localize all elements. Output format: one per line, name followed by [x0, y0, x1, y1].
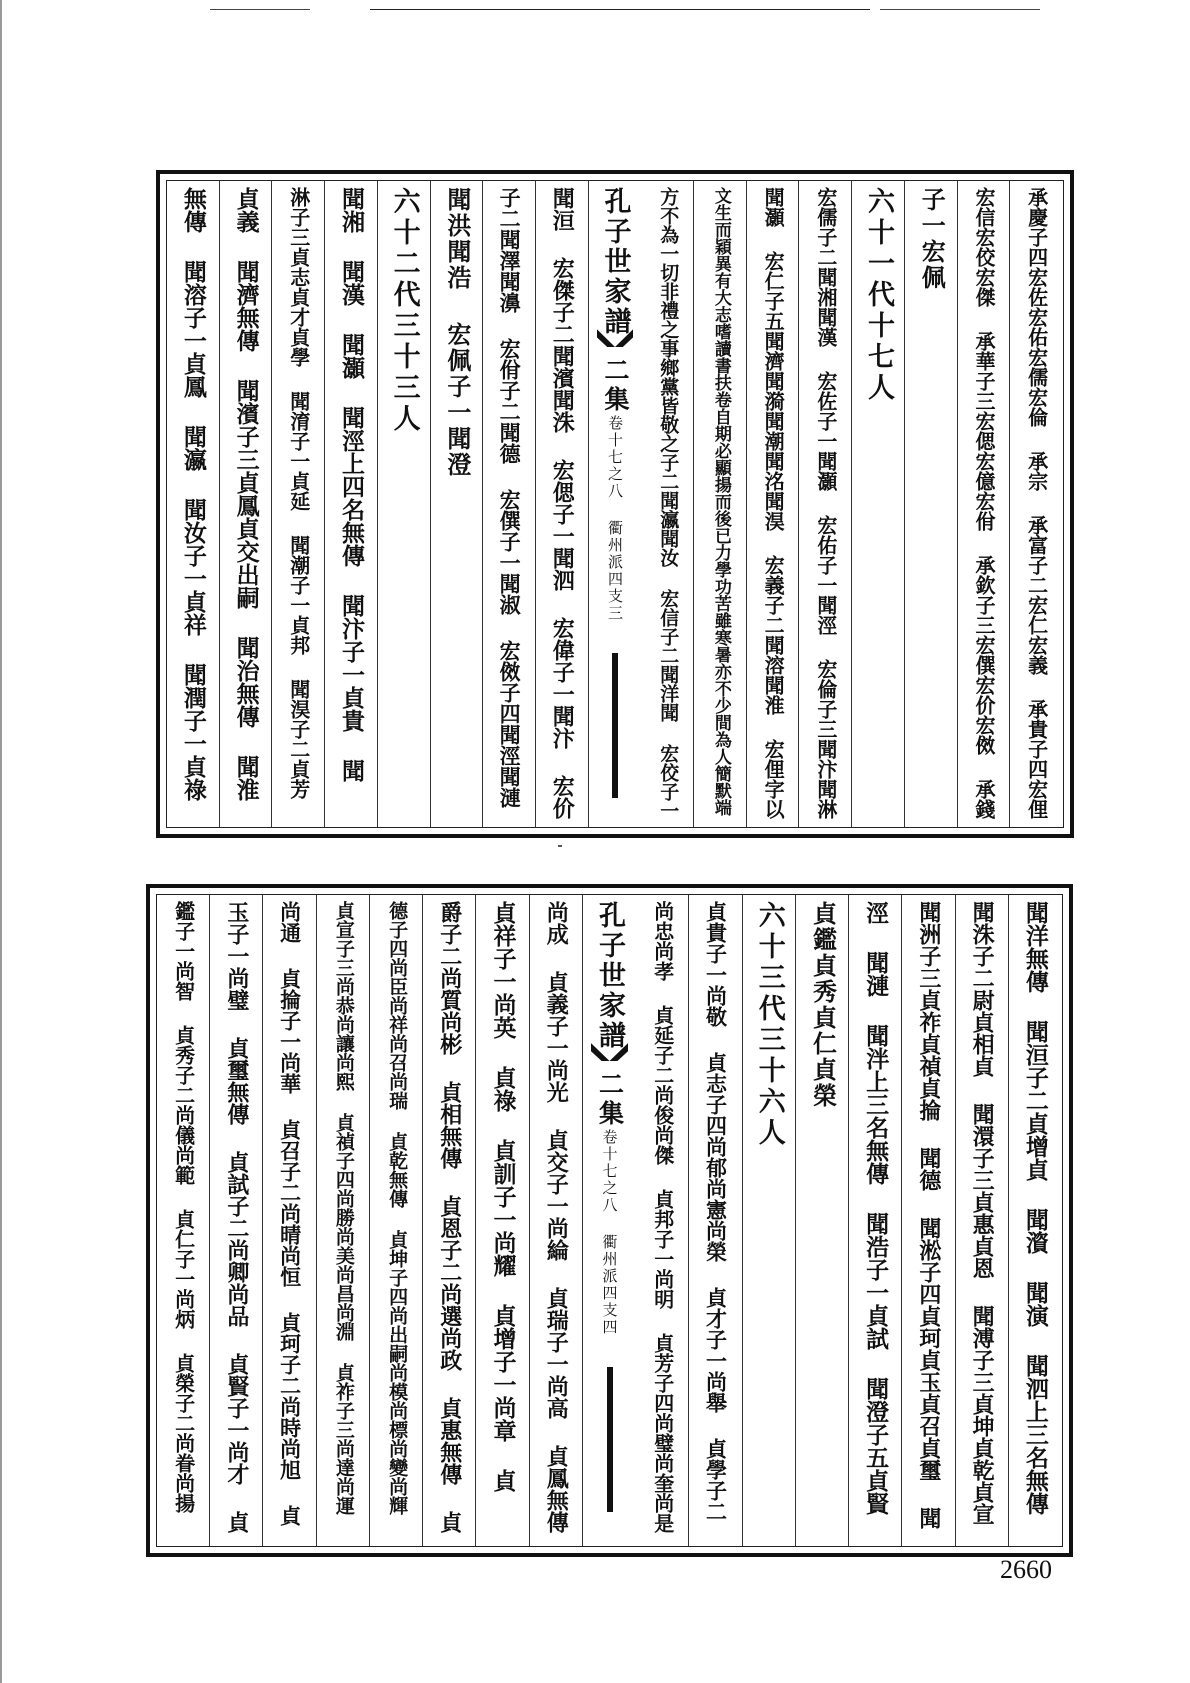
column-text: 聞灝 宏仁子五聞濟聞漪聞潮聞洺聞淏 宏義子二聞溶聞淮 宏俚字以: [761, 187, 786, 819]
column-text: 鑑子一尚智 貞秀子二尚儀尚範 貞仁子一尚炳 貞榮子二尚眷尚揚: [171, 901, 196, 1513]
text-column: [1008, 895, 1062, 1546]
column-text: 德子四尚臣尚祥尚召尚瑞 貞乾無傳 貞坤子四尚出嗣尚模尚標尚變尚輝: [386, 901, 409, 1515]
column-text: 文生而穎異有大志嗜讀書扶卷自期必顯揚而後已力學功苦雖寒暑亦不少間為人簡默端: [710, 187, 731, 816]
text-column: [693, 181, 747, 827]
column-text: 六十二代三十三人: [388, 187, 420, 435]
text-column: [430, 181, 484, 827]
column-text: 尚忠尚孝 貞延子二尚俊尚傑 貞邦子一尚明 貞芳子四尚璧尚奎尚是: [650, 901, 675, 1533]
text-column: [851, 181, 905, 827]
upper-column-grid: [166, 180, 1064, 828]
text-column: [746, 181, 800, 827]
column-text: 聞湘 聞漢 聞灝 聞涇上四名無傳 聞汴子一貞貴 聞: [337, 187, 365, 782]
text-column: [316, 895, 370, 1546]
text-column: [324, 181, 378, 827]
lower-column-grid: [156, 894, 1063, 1547]
book-title: 孔子世家譜: [599, 187, 631, 337]
column-text: 貞義 聞濟無傳 聞濱子三貞鳳貞交出嗣 聞治無傳 聞淮: [232, 187, 260, 801]
column-text: 淋子三貞志貞才貞學 聞淯子一貞延 聞潮子一貞邦 聞淏子二貞芳: [286, 187, 311, 799]
column-text: 貞宣子三尚恭尚讓尚熙 貞禎子四尚勝尚美尚昌尚淵 貞祚子三尚達尚運: [332, 901, 355, 1515]
column-text: 聞洙子二尉貞相貞 聞澴子三貞惠貞恩 聞溥子三貞坤貞乾貞宣: [969, 901, 996, 1525]
genealogy-page-lower: [146, 884, 1073, 1557]
column-text: 爵子二尚質尚彬 貞相無傳 貞恩子二尚選尚政 貞惠無傳 貞: [436, 901, 463, 1533]
text-column: [901, 895, 955, 1546]
section-label: 卷十七之八 衢州派四支: [600, 1129, 619, 1319]
volume-label: 二集: [601, 357, 630, 415]
section-label: 卷十七之八 衢州派四支: [606, 415, 624, 605]
column-text: 六十一代十七人: [863, 187, 895, 404]
text-column: [157, 895, 210, 1546]
column-text: 聞洹 宏傑子二聞濱聞洙 宏偲子一聞泗 宏偉子一聞汴 宏价: [549, 187, 576, 819]
center-rule: [607, 1367, 613, 1512]
scan-left-edge: [0, 0, 2, 1683]
text-column: [271, 181, 325, 827]
column-text: 貞貴子一尚敬 貞志子四尚郁尚憲尚榮 貞才子一尚舉 貞學子二: [703, 901, 729, 1522]
book-title: 孔子世家譜: [594, 901, 625, 1051]
column-text: 子一宏佩: [917, 187, 947, 291]
column-text: 涇 聞漣 聞泮上三名無傳 聞浩子一貞試 聞澄子五貞賢: [862, 901, 890, 1515]
column-text: 聞洪聞浩 宏佩子一聞澄: [442, 187, 472, 478]
genealogy-page-upper: [156, 170, 1074, 838]
text-column: [529, 895, 583, 1546]
cropped-top-strip: [0, 0, 1190, 12]
column-text: 聞洲子三貞祚貞禎貞掄 聞德 聞淞子四貞珂貞玉貞召貞璽 聞: [915, 901, 942, 1529]
text-column: [1009, 181, 1063, 827]
volume-section-label: [592, 1071, 628, 1336]
text-column: [957, 181, 1011, 827]
volume-section-label: [597, 357, 633, 622]
text-column: [640, 181, 694, 827]
volume-label: 二集: [595, 1071, 625, 1129]
column-text: 承慶子四宏佐宏佑宏儒宏倫 承宗 承富子二宏仁宏義 承貴子四宏俚: [1024, 187, 1049, 819]
column-text: 方不為一切非禮之事鄉黨皆敬之子二聞瀛聞汝 宏信子二聞洋聞 宏佼子一: [657, 187, 680, 820]
column-text: 聞洋無傳 聞洹子二貞增貞 聞澬 聞演 聞泗上三名無傳: [1021, 901, 1049, 1515]
text-column: [167, 181, 220, 827]
text-column: [904, 181, 958, 827]
text-column: [219, 181, 273, 827]
text-column: [262, 895, 316, 1546]
text-column: [798, 181, 852, 827]
header-column: [588, 181, 642, 827]
column-text: 無傳 聞溶子一貞鳳 聞瀛 聞汝子一貞祥 聞潤子一貞祿: [179, 187, 207, 801]
column-text: 尚成 貞義子一尚光 貞交子一尚綸 貞瑞子一尚高 貞鳳無傳: [543, 901, 570, 1533]
text-column: [475, 895, 529, 1546]
column-text: 宏信宏佼宏傑 承華子三宏偲宏億宏佾 承欽子三宏僎宏价宏傚 承錢: [971, 187, 996, 819]
text-column: [688, 895, 742, 1546]
text-column: [369, 895, 423, 1546]
column-text: 子二聞澤聞濞 宏佾子二聞德 宏僎子一聞淑 宏傚子四聞涇聞漣: [497, 187, 523, 808]
column-text: 貞鑑貞秀貞仁貞榮: [808, 901, 838, 1109]
column-text: 貞祥子一尚英 貞祿 貞訓子一尚耀 貞增子一尚章 貞: [489, 901, 517, 1492]
text-column: [848, 895, 902, 1546]
text-column: [482, 181, 536, 827]
text-column: [422, 895, 476, 1546]
leaf-number: 四: [600, 1319, 619, 1336]
text-column: [535, 181, 589, 827]
column-text: 玉子一尚璧 貞璽無傳 貞試子二尚卿尚品 貞賢子一尚才 貞: [223, 901, 250, 1533]
text-column: [742, 895, 796, 1546]
text-column: [209, 895, 263, 1546]
column-text: 六十三代三十六人: [753, 901, 785, 1149]
text-column: [377, 181, 431, 827]
text-column: [955, 895, 1009, 1546]
text-column: [635, 895, 689, 1546]
leaf-number: 三: [606, 605, 624, 622]
column-text: 宏儒子二聞湘聞漢 宏佐子一聞灝 宏佑子一聞涇 宏倫子三聞汴聞淋: [813, 187, 838, 819]
header-column: [582, 895, 636, 1546]
text-column: [795, 895, 849, 1546]
print-speck: [558, 845, 562, 847]
page-number: 2660: [1000, 1555, 1052, 1584]
center-rule: [612, 653, 618, 798]
column-text: 尚通 貞掄子一尚華 貞召子二尚晴尚恒 貞珂子二尚時尚旭 貞: [277, 901, 303, 1526]
